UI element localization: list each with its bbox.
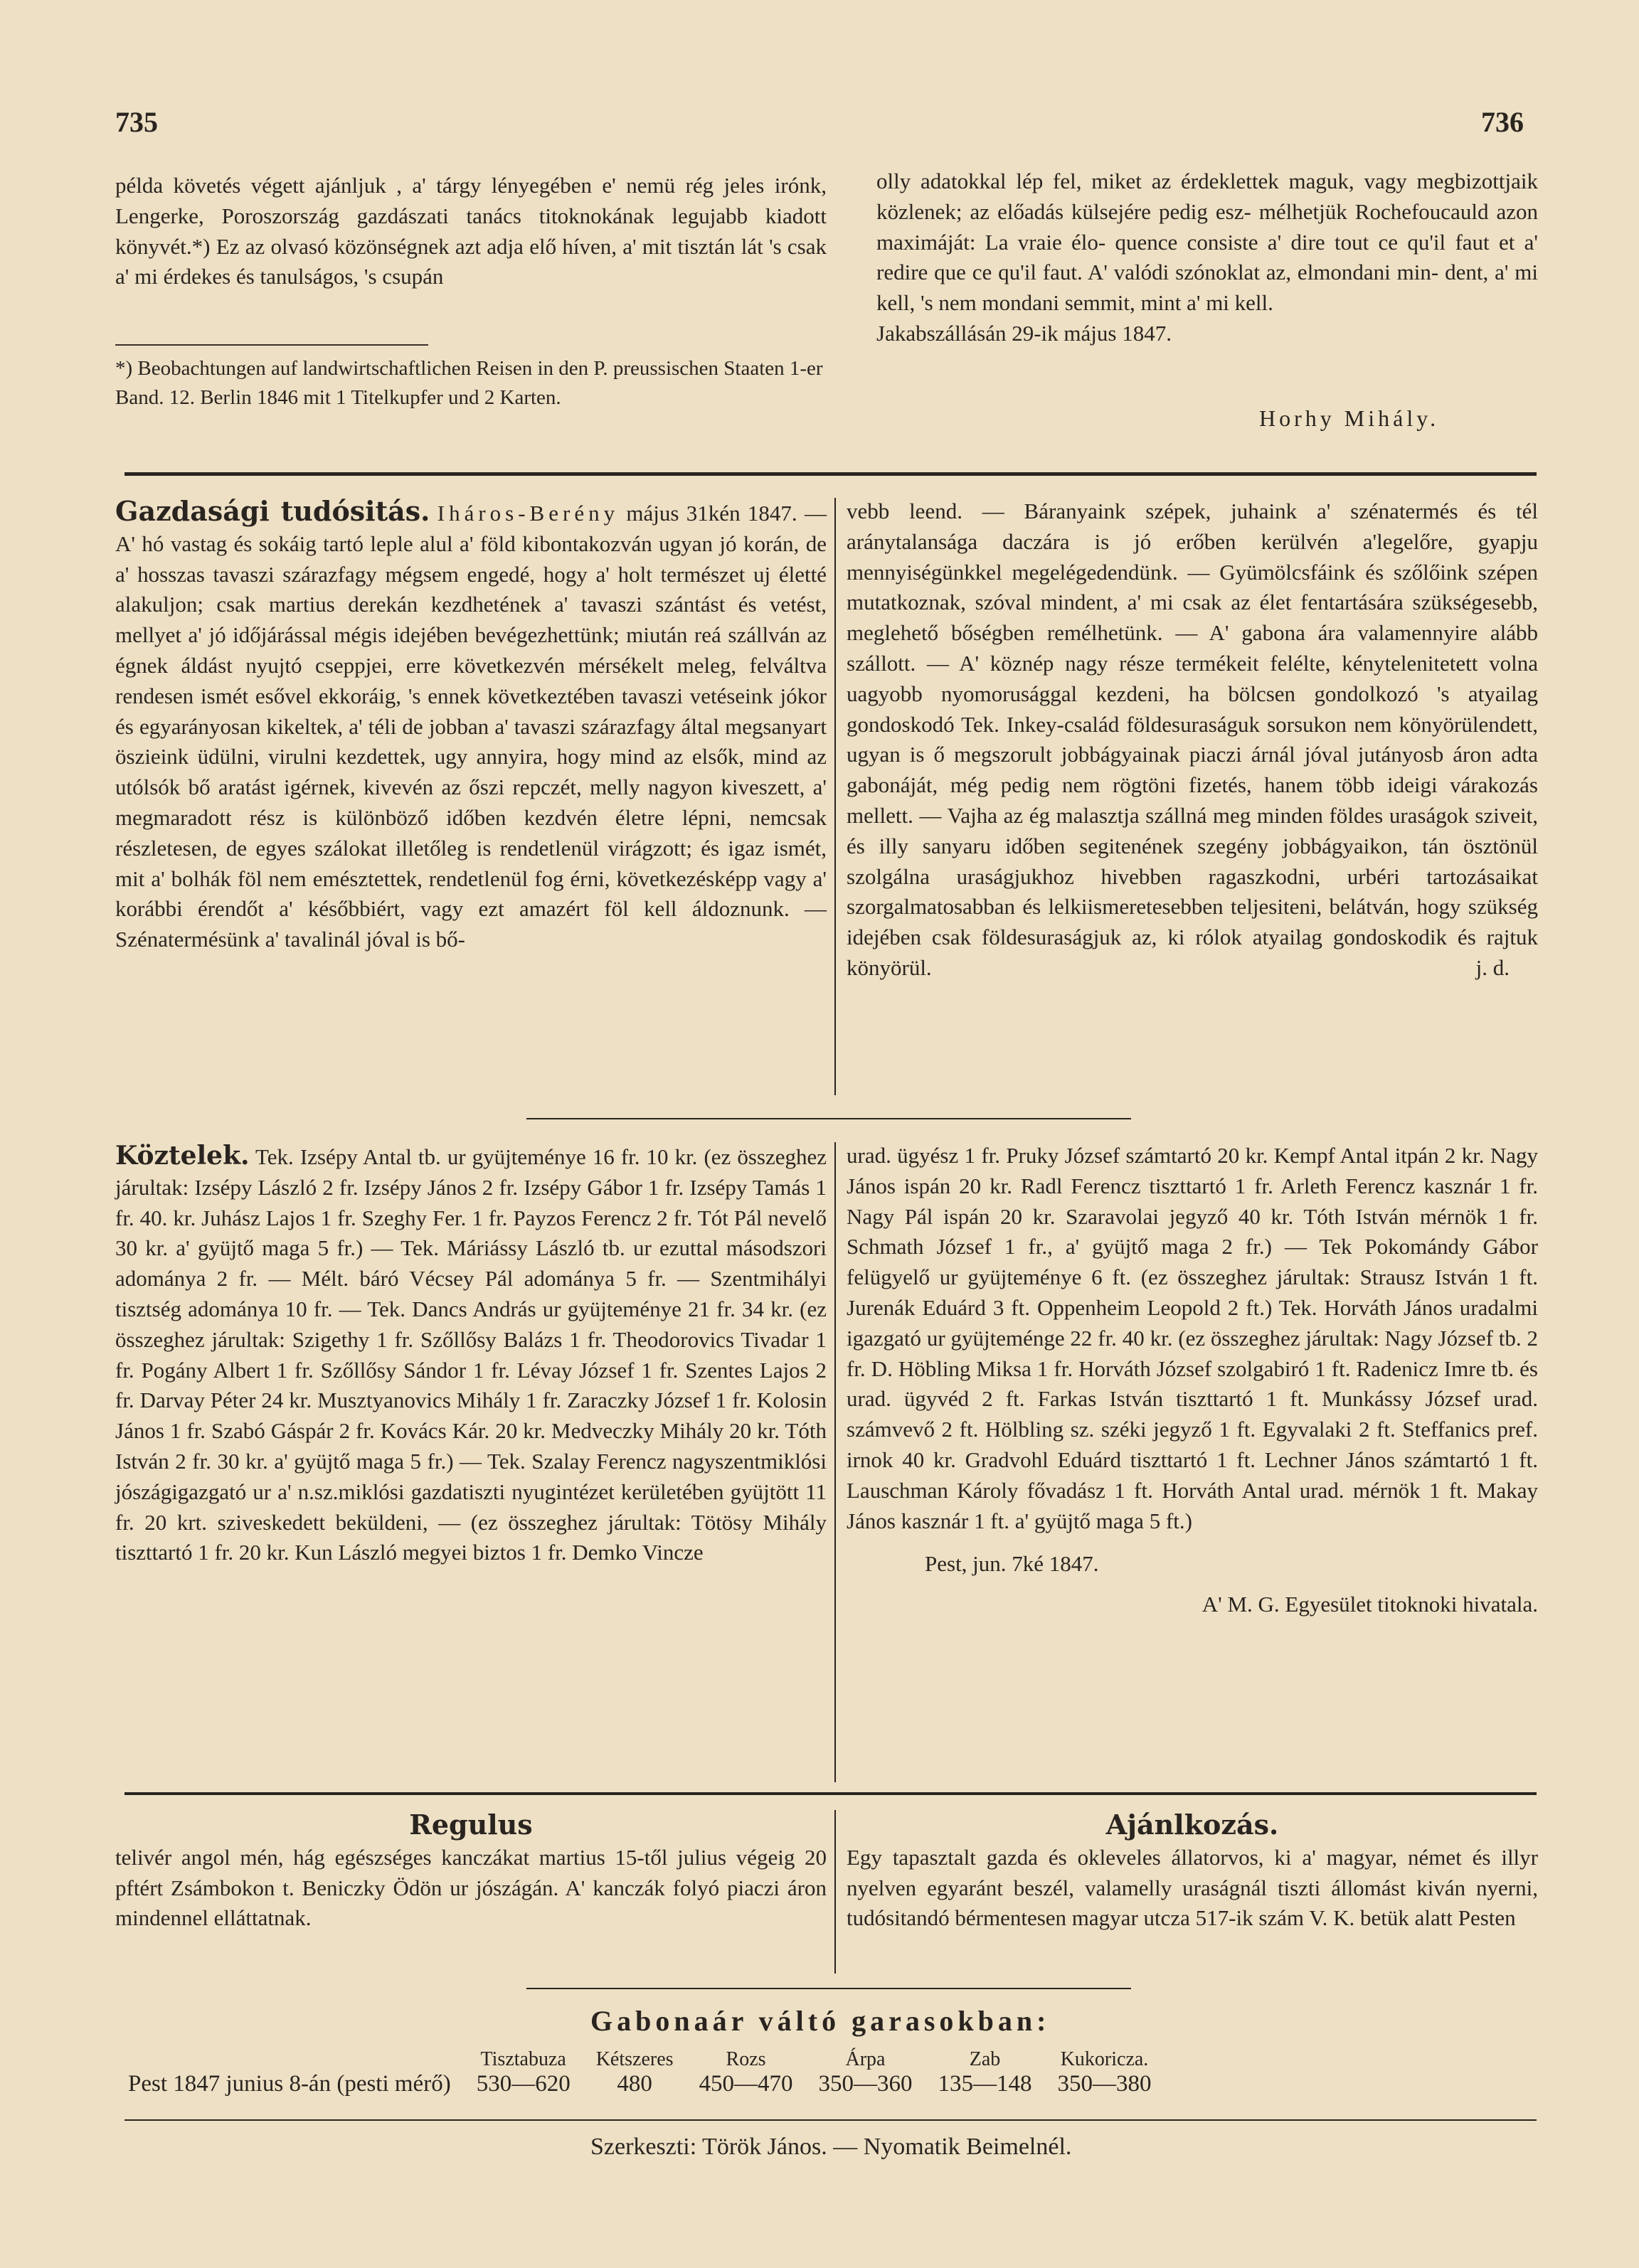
price-table: [128, 2048, 1165, 2097]
gazdasagi-left: [115, 496, 827, 955]
section-rule-prices: [526, 1988, 1131, 1989]
column-divider-ads: [834, 1810, 836, 1974]
column-divider-koztelek: [834, 1142, 836, 1782]
price-row-label: Pest 1847 junius 8-án (pesti mérő): [128, 2071, 451, 2097]
price-table-header-row: [128, 2048, 1165, 2071]
top-left-text: példa követés végett ajánljuk , a' tárgy lényegében e' nemü rég jeles irónk, Lengerke, Poroszország gazdászati tanács titoknokának legujabb kiadott könyvét.*) Ez az olvasó közönségnek azt adja elő híven, a' mit tisztán lát 's csak a' mi érdekes és tanulságos, 's csupán: [115, 173, 827, 289]
section-rule-koztelek: [526, 1118, 1131, 1119]
gazdasagi-heading: Gazdasági tudósitás.: [115, 495, 430, 527]
ajanlkozas-text: Egy tapasztalt gazda és okleveles állatorvos, ki a' magyar, német és illyr nyelven egyaránt beszél, valamelly uraságnál tiszti állomást kiván nyerni, tudósitandó bérmentesen magyar utcza 517-ik szám V. K. betük alatt Pesten: [847, 1844, 1538, 1931]
price-table-title: Gabonaár váltó garasokban:: [590, 2005, 1051, 2037]
koztelek-heading: Köztelek.: [115, 1141, 250, 1171]
page-number-right: 736: [1481, 106, 1524, 138]
top-right-dateline: Jakabszállásán 29-ik május 1847.: [876, 320, 1172, 346]
koztelek-right-text: urad. ügyész 1 fr. Pruky József számtartó 20 kr. Kempf Antal itpán 2 kr. Nagy János ispán 20 kr. Radl Ferencz tiszttartó 1 fr. Arleth Ferencz kasznár 1 fr. Nagy Pál ispán 20 kr. Szaravolai jegyző 40 kr. Tóth István mérnök 1 fr. Schmath József 1 fr., a' gyüjtő maga 2 fr.) — Tek Pokomándy Gábor felügyelő ur gyüjteménye 6 ft. (ez összeghez járultak: Strausz István 1 ft. Jurenák Eduárd 3 ft. Oppenheim Leopold 2 ft.) Tek. Horváth János uradalmi igazgató ur gyüjteménge 22 fr. 40 kr. (ez összeghez járultak: Nagy József tb. 2 fr. D. Höbling Miksa 1 fr. Horváth József szolgabiró 1 ft. Radenicz Imre tb. és urad. ügyvéd 2 ft. Farkas István tiszttartó 1 ft. Munkássy József urad. számvevő 2 ft. Hölbling sz. széki jegyző 1 ft. Egyvalaki 2 ft. Steffanics pref. irnok 40 kr. Gradvohl Eduárd tiszttartó 1 ft. Lechner János számtartó 1 ft. Lauschman Károly fővadász 1 ft. Horváth Antal urad. mérnök 1 ft. Makay János kasznár 1 ft. a' gyüjtő maga 5 ft.): [847, 1143, 1538, 1533]
page-number-left: 735: [115, 106, 158, 138]
gazdasagi-right-text: vebb leend. — Báranyaink szépek, juhaink a' szénatermés és tél aránytalansága daczára is jó erőben kerülvén a'legelőre, gyapju mennyiségünkkel megelégedendünk. — Gyümölcsfáink és szőlőink szépen mutatkoznak, szóval mindent, a' mi csak az élet fentartására szükségesebb, meglehető bőségben remélhetünk. — A' gabona ára valamennyire alább szállott. — A' köznép nagy része termékeit felélte, kénytelenitetett volna uagyobb nyomorusággal kezdeni, ha bölcsen gondolkozó 's atyailag gondoskodó Tek. Inkey-család földesuraságuk sorsukon nem könyörülendett, ugyan is ő megszorult jobbágyainak piaczi árnál jóval jutányosb áron adta gabonáját, még pedig nem rögtöni fizetés, hanem több ideigi várakozás mellett. — Vajha az ég malasztja szállná meg minden földes uraságok sziveit, és illy sanyaru időben segitenének szegény jobbágyaikon, tán ösztönül szolgálna uraságjukhoz hivebben ragaszkodni, urbéri tartozásaikat szorgalmatosabban és lelkiismeretesebben teljesiteni, belátván, hogy szükség idejében csak földesuraságjuk az, ki rólok atyailag gondoskodik és rajtuk könyörül.: [847, 499, 1538, 980]
koztelek-dateline: Pest, jun. 7ké 1847.: [925, 1551, 1099, 1577]
price-cell: 450—470: [699, 2071, 793, 2097]
top-left-article: [115, 171, 827, 292]
price-col-header: Tisztabuza: [480, 2048, 566, 2070]
top-right-signature: Horhy Mihály.: [1259, 405, 1440, 431]
gazdasagi-right: [847, 496, 1538, 984]
price-table-row: [128, 2071, 1165, 2097]
price-col-header: Árpa: [845, 2048, 886, 2070]
price-col-header: Zab: [969, 2048, 1001, 2070]
koztelek-signature: A' M. G. Egyesület titoknoki hivatala.: [1202, 1592, 1538, 1617]
price-col-header: Kétszeres: [595, 2048, 674, 2070]
ajanlkozas-heading: Ajánlkozás.: [1105, 1809, 1279, 1841]
footnote: *) Beobachtungen auf landwirtschaftlichen Reisen in den P. preussischen Staaten 1-er Band. 12. Berlin 1846 mit 1 Titelkupfer und 2 Karten.: [115, 357, 823, 409]
footnote-rule: [115, 344, 428, 346]
price-col-header: Kukoricza.: [1060, 2048, 1149, 2070]
price-cell: 530—620: [476, 2071, 571, 2097]
price-cell: 350—360: [818, 2071, 913, 2097]
price-cell: 350—380: [1057, 2071, 1152, 2097]
section-rule-footer: [124, 2119, 1537, 2121]
regulus-text: telivér angol mén, hág egészséges kanczákat martius 15-től julius végeig 20 pftért Zsámbokon t. Beniczky Ödön ur jószágán. A' kanczák folyó piaczi áron mindennel elláttatnak.: [115, 1844, 827, 1931]
top-right-article: [876, 166, 1538, 349]
column-divider-gazdasagi: [834, 498, 836, 1095]
price-cell: 135—148: [938, 2071, 1032, 2097]
footer-imprint: Szerkeszti: Török János. — Nyomatik Beimelnél.: [590, 2134, 1072, 2160]
section-rule-ads: [124, 1792, 1537, 1795]
price-cell: 480: [617, 2071, 652, 2097]
section-rule-top: [124, 472, 1537, 476]
koztelek-left-text: Tek. Izsépy Antal tb. ur gyüjteménye 16 fr. 10 kr. (ez összeghez járultak: Izsépy László 2 fr. Izsépy János 2 fr. Izsépy Gábor 1 fr. Izsépy Tamás 1 fr. 40. kr. Juhász Lajos 1 fr. Szeghy Fer. 1 fr. Payzos Ferencz 2 fr. Tót Pál nevelő 30 kr. a' gyüjtő maga 5 fr.) — Tek. Máriássy László tb. ur ezuttal másodszori adományа 2 fr. — Mélt. báró Vécsey Pál adománya 5 fr. — Szentmihályi tisztség adománya 10 fr. — Tek. Dancs András ur gyüjteménye 21 fr. 34 kr. (ez összeghez járultak: Szigethy 1 fr. Szőllősy Balázs 1 fr. Theodorovics Tivadar 1 fr. Pogány Albert 1 fr. Szőllősy Sándor 1 fr. Lévay József 1 fr. Szentes Lajos 2 fr. Darvay Péter 24 kr. Musztyanovics Mihály 1 fr. Zaraczky József 1 fr. Kolosin János 1 fr. Szabó Gáspár 2 fr. Kovács Kár. 20 kr. Medveczky Mihály 20 kr. Tóth István 2 fr. 30 kr. a' gyüjtő maga 5 fr.) — Tek. Szalay Ferencz nagyszentmiklósi jószágigazgató ur a' n.sz.miklósi gazdatiszti nyugintézet kerületében gyüjtött 11 fr. 20 krt. sziveskedett beküldeni, — (ez összeghez járultak: Tötösy Mihály tiszttartó 1 fr. 20 kr. Kun László megyei biztos 1 fr. Demko Vincze: [115, 1144, 827, 1565]
koztelek-left: [115, 1141, 827, 1568]
gazdasagi-left-text: május 31kén 1847. — A' hó vastag és sokáig tartó leple alul a' föld kibontakozván ugyan jó korán, de a' hosszas tavaszi szárazfagy mégsem engedé, hogy a' holt természet uj életté alakuljon; csak martius derekán kezdhetének a' tavaszi szántást és vetést, mellyet a' jó időjárással mégis idejében bevégezhettünk; miután reá szállván az égnek áldást nyujtó cseppjei, erre következvén mérsékelt meleg, felváltva rendesen ismét esővel ekkoráig, 's ennek következtében tavaszi vetéseink jókor és egyarányosan kikeltek, a' téli de jobban a' tavaszi szárazfagy által megsanyart öszieink üdülni, virulni kezdettek, ugy annyira, hogy mind az elsők, mind az utólsók bő aratást igérnek, kivevén az őszi repczét, melly nagyon kiveszett, a' megmaradott rész is különböző időben kezdvén életre lépni, nemcsak részletesen, de egyes szálokat illetőleg is rendetlenül virágzott; és igaz ismét, mit a' bolhák föl nem emésztettek, rendetlenül fog érni, következésképp vagy a' korábbi érendőt a' későbbiért, vagy ezt amazért föl kell áldoznunk. — Szénatermésünk a' tavalinál jóval is bő-: [115, 501, 827, 952]
regulus-ad: [115, 1810, 827, 1934]
koztelek-right: [847, 1141, 1538, 1620]
top-right-text: olly adatokkal lép fel, miket az érdeklettek maguk, vagy megbizottjaik közlenek; az előadás külsejére pedig esz- mélhetjük Rochefoucauld azon maximáját: La vraie élo- quence consiste a' dire tout ce qu'il faut et a' redire que ce qu'il faut. A' valódi szónoklat az, elmondani min- dent, a' mi kell, 's nem mondani semmit, mint a' mi kell.: [876, 169, 1538, 316]
price-col-header: Rozs: [726, 2048, 766, 2070]
gazdasagi-place: Iháros-Berény: [437, 501, 620, 526]
regulus-heading: Regulus: [409, 1809, 533, 1841]
ajanlkozas-ad: [847, 1810, 1538, 1934]
gazdasagi-initials: j. d.: [1475, 954, 1510, 980]
